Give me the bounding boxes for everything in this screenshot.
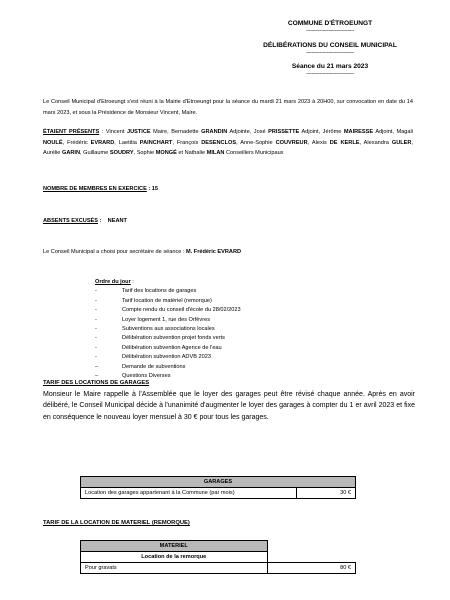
seance-date: Séance du 21 mars 2023	[291, 63, 369, 70]
agenda-item-text: Délibération subvention projet fonds verts	[122, 335, 225, 342]
agenda-item	[95, 363, 355, 372]
agenda-bullet: -	[95, 297, 97, 304]
member-surname: DESENCLOS	[201, 139, 237, 146]
membres-value: 15	[151, 186, 159, 192]
member-text: Adjoint, Magali	[373, 129, 414, 135]
materiel-table-label: Pour gravats	[81, 563, 268, 574]
deliberations-title: DÉLIBÉRATIONS DU CONSEIL MUNICIPAL	[263, 42, 397, 49]
agenda-item-text: Demande de subventions	[122, 363, 186, 370]
member-text: , François	[172, 139, 202, 146]
member-surname: SOUDRY	[109, 150, 134, 156]
agenda-item	[95, 287, 355, 296]
agenda-title: Ordre du jour	[95, 279, 131, 285]
membres-label: NOMBRE DE MEMBRES EN EXERCICE	[43, 186, 147, 192]
member-surname: COUVREUR	[275, 139, 308, 146]
agenda-item-text: Loyer logement 1, rue des Orfèvres	[122, 316, 210, 323]
member-text: , Alexis	[307, 139, 330, 146]
garages-table	[80, 476, 356, 499]
agenda-item	[95, 334, 355, 343]
agenda-item-text: Tarif location de matériel (remorque)	[122, 297, 212, 304]
intro-paragraph: Le Conseil Municipal d'Etroeungt s'est réuni à la Mairie d'Etroeungt pour la séance du mardi 21 mars 2023 à 20H00, sur convocation en date du 14 mars 2023, et sous la Présidence de Monsieur Vincent, Maire.	[43, 99, 413, 116]
garages-paragraph: Monsieur le Maire rappelle à l'Assemblée que le loyer des garages peut être révisé chaque année. Après en avoir délibéré, le Conseil Municipal décide à l'unanimité d'augmenter le loyer des garages à compter du 1 er avril 2023 et fixe en conséquence le nouveau loyer mensuel à 30 € pour tous les garages.	[43, 391, 415, 421]
agenda-item-text: Délibération subvention Agence de l'eau	[122, 344, 222, 351]
member-text: Adjointe, José	[227, 129, 269, 135]
materiel-section-title: TARIF DE LA LOCATION DE MATERIEL (REMORQUE)	[43, 520, 190, 526]
garages-table-label: Location des garages appartenant à la Commune (par mois)	[81, 488, 297, 499]
absents-sep: :	[98, 218, 108, 224]
agenda-item	[95, 297, 355, 306]
absents-value: NEANT	[107, 218, 127, 224]
agenda	[95, 278, 355, 381]
member-surname: NOULÉ	[43, 139, 63, 146]
member-surname: EVRARD	[90, 139, 115, 146]
agenda-item	[95, 306, 355, 315]
member-text: , Guillaume	[80, 150, 110, 156]
absents-label: ABSENTS EXCUSÉS	[43, 218, 99, 224]
member-surname: PRISSETTE	[268, 129, 300, 135]
agenda-title-suffix: :	[130, 279, 134, 285]
agenda-bullet: -	[95, 335, 97, 342]
membres-line	[43, 184, 413, 195]
agenda-item	[95, 325, 355, 334]
agenda-bullet: -	[95, 344, 97, 351]
separator-dashes: -----------------------------------	[306, 50, 354, 56]
member-surname: GARIN	[61, 150, 80, 156]
presents-label: ÉTAIENT PRÉSENTS	[43, 129, 100, 135]
agenda-bullet: –	[95, 363, 99, 370]
absents-line	[43, 216, 413, 227]
materiel-table-blank	[267, 541, 356, 552]
member-surname: PAINCHART	[139, 139, 173, 146]
secretaire-text: Le Conseil Municipal a choisi pour secrétaire de séance :	[43, 249, 187, 255]
agenda-bullet: -	[95, 326, 97, 333]
materiel-table-subheader: Location de la remorque	[81, 552, 268, 563]
member-surname: DE KERLE	[329, 139, 360, 146]
commune-title: COMMUNE D'ÉTROEUNGT	[287, 20, 373, 27]
agenda-item-text: Questions Diverses	[122, 373, 171, 380]
member-text: Maire, Bernadette	[150, 129, 202, 135]
member-text: , Aurélie	[43, 139, 413, 156]
garages-table-value: 30 €	[297, 488, 356, 499]
secretaire-name: M. Frédéric EVRARD	[186, 249, 242, 255]
agenda-list	[95, 287, 355, 381]
agenda-item-text: Tarif des locations de garages	[122, 288, 197, 295]
materiel-table-value: 80 €	[267, 563, 356, 574]
agenda-item-text: Délibération subvention ADVB 2023	[122, 354, 211, 361]
agenda-heading	[95, 278, 355, 287]
member-surname: MAIRESSE	[343, 129, 374, 135]
secretaire-line	[43, 247, 413, 258]
agenda-bullet: -	[95, 316, 97, 323]
agenda-item-text: Compte rendu du conseil d'école du 28/02/2023	[122, 307, 241, 314]
agenda-bullet: -	[95, 288, 97, 295]
garages-table-header: GARAGES	[81, 477, 356, 488]
presents-paragraph	[43, 127, 413, 159]
member-text: Adjoint, Jérôme	[299, 129, 344, 135]
member-surname: MILAN	[206, 150, 225, 156]
member-text: , Sophie	[133, 150, 156, 156]
garages-section-title: TARIF DES LOCATIONS DE GARAGES	[43, 380, 150, 386]
separator-dashes: -----------------------------------	[306, 28, 354, 34]
agenda-item	[95, 316, 355, 325]
member-text: , Anne-Sophie	[236, 139, 276, 146]
agenda-bullet: -	[95, 307, 97, 314]
member-surname: GRANDIN	[201, 129, 228, 135]
materiel-table	[80, 540, 356, 574]
separator-dashes: -----------------------------------	[306, 71, 354, 77]
membres-sep: :	[146, 186, 152, 192]
member-text: , Frédéric	[62, 139, 91, 146]
materiel-table-blank	[267, 552, 356, 563]
member-text: et Nathalie	[176, 150, 207, 156]
member-surname: MONGÉ	[155, 150, 177, 156]
member-text: , Laetitia	[114, 139, 140, 146]
member-text: Conseillers Municipaux	[224, 150, 284, 156]
agenda-item	[95, 353, 355, 362]
agenda-bullet: –	[95, 373, 99, 380]
member-surname: GULER	[391, 139, 412, 146]
member-text: , Alexandra	[359, 139, 392, 146]
presents-names	[43, 129, 413, 156]
agenda-item-text: Subventions aux associations locales	[122, 326, 215, 333]
agenda-item	[95, 344, 355, 353]
materiel-table-header: MATERIEL	[81, 541, 268, 552]
agenda-bullet: -	[95, 354, 97, 361]
member-surname: JUSTICE	[126, 129, 151, 135]
member-text: : Vincent	[99, 129, 127, 135]
